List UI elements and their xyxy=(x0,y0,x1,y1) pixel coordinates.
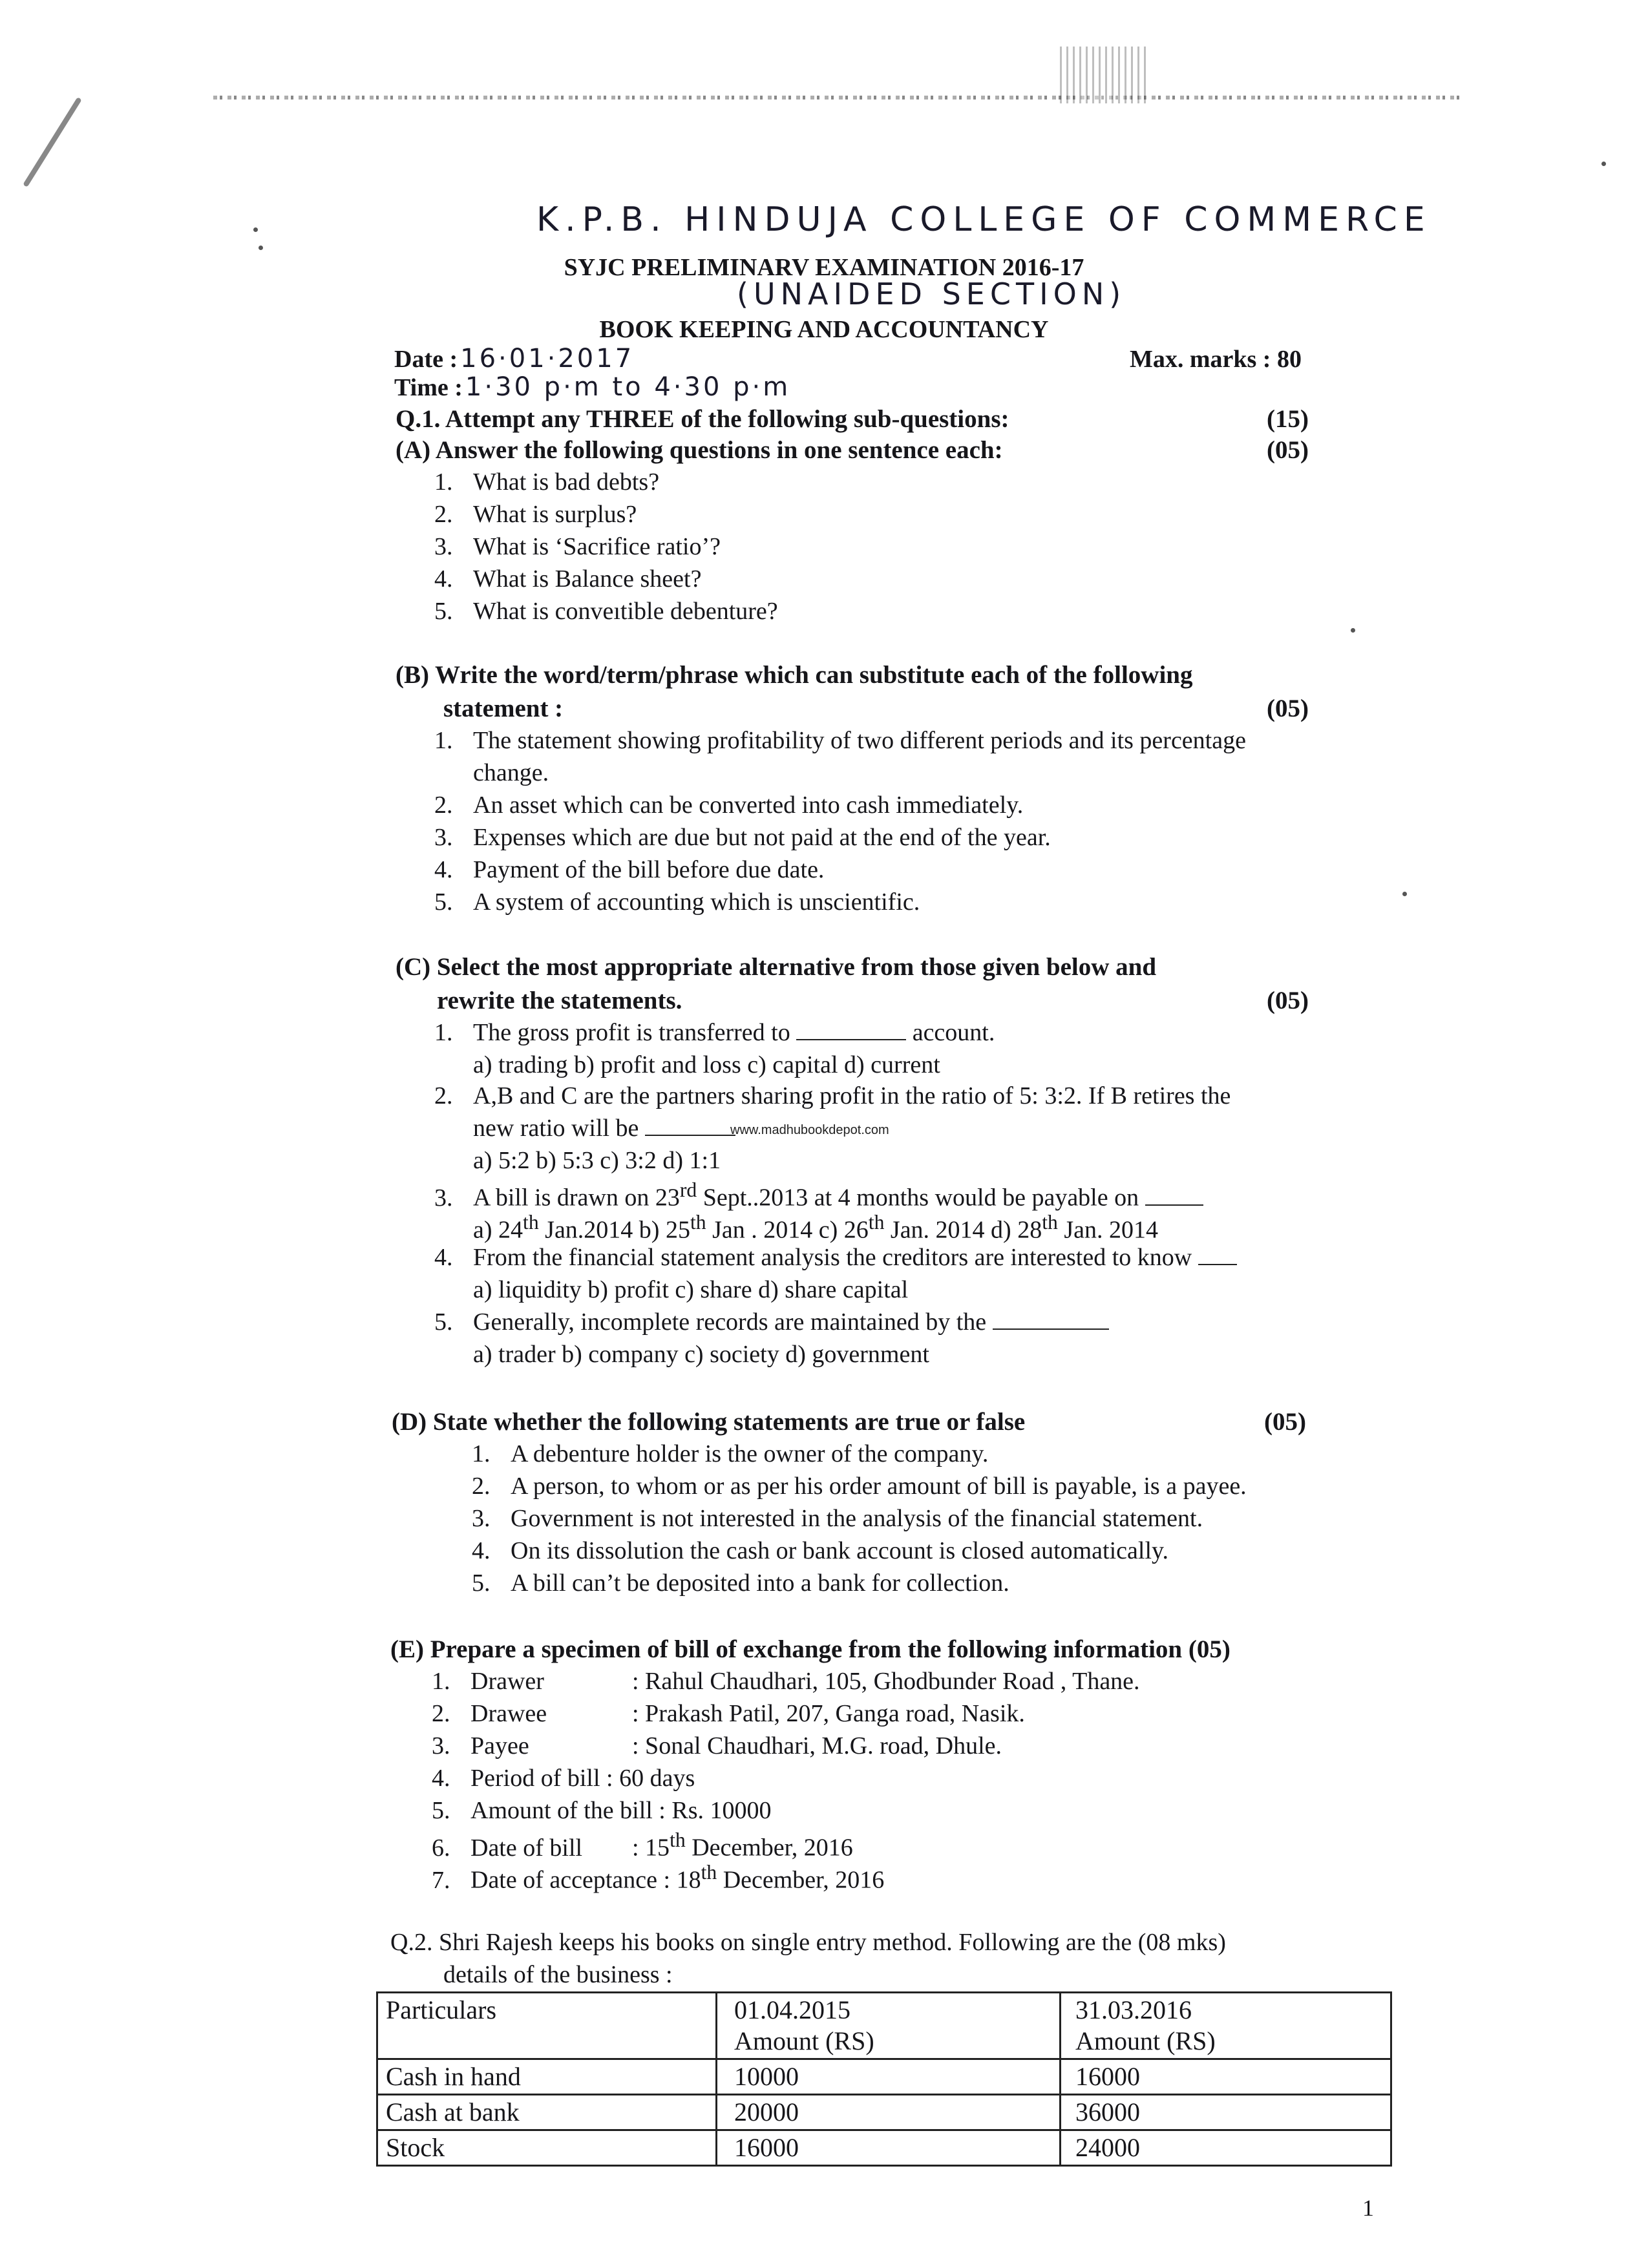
scan-speck xyxy=(259,246,263,250)
q1b-item: 5. A system of accounting which is unscientific. xyxy=(434,888,920,916)
date-value-handwritten: 16·01·2017 xyxy=(460,344,635,373)
max-marks: Max. marks : 80 xyxy=(1130,346,1302,373)
q2-balance-table xyxy=(376,1991,1392,2167)
scan-speck xyxy=(1402,892,1407,896)
date-label: Date : xyxy=(394,346,458,373)
q1e-item: 5. Amount of the bill : Rs. 10000 xyxy=(432,1797,772,1824)
pen-stroke-mark xyxy=(23,97,82,187)
section-handwritten: (UNAIDED SECTION) xyxy=(737,277,1126,311)
q1a-marks: (05) xyxy=(1267,436,1309,464)
q1c-item: 4. From the financial statement analysis the creditors are interested to know xyxy=(434,1243,1237,1272)
scan-speck xyxy=(1601,162,1606,166)
q1a-item: 2. What is surplus? xyxy=(434,501,637,528)
table-cell: 16000 xyxy=(717,2130,1061,2166)
q1b-item: 4. Payment of the bill before due date. xyxy=(434,856,825,883)
q1c-item: 5. Generally, incomplete records are maintained by the xyxy=(434,1308,1109,1336)
q1b-item-cont: change. xyxy=(473,759,549,786)
q1c-item: 2. A,B and C are the partners sharing profit in the ratio of 5: 3:2. If B retires the xyxy=(434,1082,1231,1109)
q1c-options: a) liquidity b) profit c) share d) share capital xyxy=(473,1276,909,1303)
q1d-marks: (05) xyxy=(1264,1408,1306,1436)
q1b-title: (B) Write the word/term/phrase which can substitute each of the following xyxy=(396,661,1193,689)
table-header-cell: 01.04.2015 Amount (RS) xyxy=(717,1993,1061,2059)
q1d-title: (D) State whether the following statements are true or false xyxy=(392,1408,1026,1436)
table-header-cell: Particulars xyxy=(377,1993,717,2059)
q1a-item: 5. What is conveıtible debenture? xyxy=(434,598,778,625)
time-value-handwritten: 1·30 p·m to 4·30 p·m xyxy=(465,372,791,402)
subject-title: BOOK KEEPING AND ACCOUNTANCY xyxy=(599,316,1049,343)
table-cell: 20000 xyxy=(717,2095,1061,2130)
q1b-item: 1. The statement showing profitability of two different periods and its percentage xyxy=(434,727,1246,754)
q1c-options: a) 24th Jan.2014 b) 25th Jan . 2014 c) 26th Jan. 2014 d) 28th Jan. 2014 xyxy=(473,1211,1158,1244)
q1d-item: 3. Government is not interested in the analysis of the financial statement. xyxy=(472,1505,1203,1532)
q1b-item: 2. An asset which can be converted into cash immediately. xyxy=(434,792,1024,819)
q1a-item: 4. What is Balance sheet? xyxy=(434,565,702,593)
table-cell: 10000 xyxy=(717,2059,1061,2095)
q1e-item: 6. Date of bill : 15th December, 2016 xyxy=(432,1829,853,1862)
q1b-title-cont: statement : xyxy=(443,695,564,722)
q1a-title: (A) Answer the following questions in one sentence each: xyxy=(396,436,1003,464)
q1c-item-cont: new ratio will be xyxy=(473,1114,735,1142)
q1e-item: 3. Payee : Sonal Chaudhari, M.G. road, Dhule. xyxy=(432,1732,1002,1759)
table-row xyxy=(377,2130,1391,2166)
q1e-title: (E) Prepare a specimen of bill of exchange from the following information (05) xyxy=(390,1635,1231,1663)
exam-date xyxy=(394,344,634,373)
q1c-title-cont: rewrite the statements. xyxy=(437,987,682,1014)
exam-title: SYJC PRELIMINARV EXAMINATION 2016-17 xyxy=(564,254,1084,281)
q1e-item: 1. Drawer : Rahul Chaudhari, 105, Ghodbunder Road , Thane. xyxy=(432,1668,1140,1695)
scan-artifact-line xyxy=(213,96,1461,100)
q1c-options: a) trader b) company c) society d) government xyxy=(473,1341,929,1368)
q1e-item: 4. Period of bill : 60 days xyxy=(432,1765,695,1792)
college-name-handwritten: K.P.B. HINDUJA COLLEGE OF COMMERCE xyxy=(536,200,1431,239)
scan-speck xyxy=(1351,628,1355,633)
table-cell: Cash at bank xyxy=(377,2095,717,2130)
table-cell: 24000 xyxy=(1061,2130,1391,2166)
scan-speck xyxy=(253,227,258,232)
table-cell: Cash in hand xyxy=(377,2059,717,2095)
q1c-options: a) 5:2 b) 5:3 c) 3:2 d) 1:1 xyxy=(473,1147,721,1174)
q2-title: Q.2. Shri Rajesh keeps his books on single entry method. Following are the (08 mks) xyxy=(390,1929,1226,1956)
q1-title: Q.1. Attempt any THREE of the following sub-questions: xyxy=(396,405,1009,433)
q1-marks: (15) xyxy=(1267,405,1309,433)
q1a-item: 3. What is ‘Sacrifice ratio’? xyxy=(434,533,721,560)
table-row xyxy=(377,2095,1391,2130)
q1a-item: 1. What is bad debts? xyxy=(434,468,660,496)
table-row xyxy=(377,2059,1391,2095)
q1c-title: (C) Select the most appropriate alternative from those given below and xyxy=(396,953,1157,981)
q1c-item: 1. The gross profit is transferred to account. xyxy=(434,1019,995,1046)
q2-title-cont: details of the business : xyxy=(443,1961,673,1988)
page-number: 1 xyxy=(1362,2195,1374,2221)
q1c-options: a) trading b) profit and loss c) capital d) current xyxy=(473,1051,940,1078)
q1d-item: 4. On its dissolution the cash or bank account is closed automatically. xyxy=(472,1537,1169,1564)
q1b-marks: (05) xyxy=(1267,695,1309,722)
q1d-item: 1. A debenture holder is the owner of the company. xyxy=(472,1440,989,1467)
table-cell: Stock xyxy=(377,2130,717,2166)
table-cell: 16000 xyxy=(1061,2059,1391,2095)
q1c-item: 3. A bill is drawn on 23rd Sept..2013 at 4 months would be payable on xyxy=(434,1179,1203,1212)
scan-artifact-barcode xyxy=(1060,47,1150,103)
q1e-item: 7. Date of acceptance : 18th December, 2016 xyxy=(432,1861,885,1894)
table-header-row xyxy=(377,1993,1391,2059)
time-label: Time : xyxy=(394,374,463,401)
q1d-item: 2. A person, to whom or as per his order amount of bill is payable, is a payee. xyxy=(472,1473,1247,1500)
q1c-marks: (05) xyxy=(1267,987,1309,1014)
q1b-item: 3. Expenses which are due but not paid at the end of the year. xyxy=(434,824,1051,851)
q1d-item: 5. A bill can’t be deposited into a bank for collection. xyxy=(472,1570,1009,1597)
q1e-item: 2. Drawee : Prakash Patil, 207, Ganga road, Nasik. xyxy=(432,1700,1025,1727)
exam-time xyxy=(394,372,790,402)
table-cell: 36000 xyxy=(1061,2095,1391,2130)
table-header-cell: 31.03.2016 Amount (RS) xyxy=(1061,1993,1391,2059)
watermark: www.madhubookdepot.com xyxy=(730,1123,889,1137)
